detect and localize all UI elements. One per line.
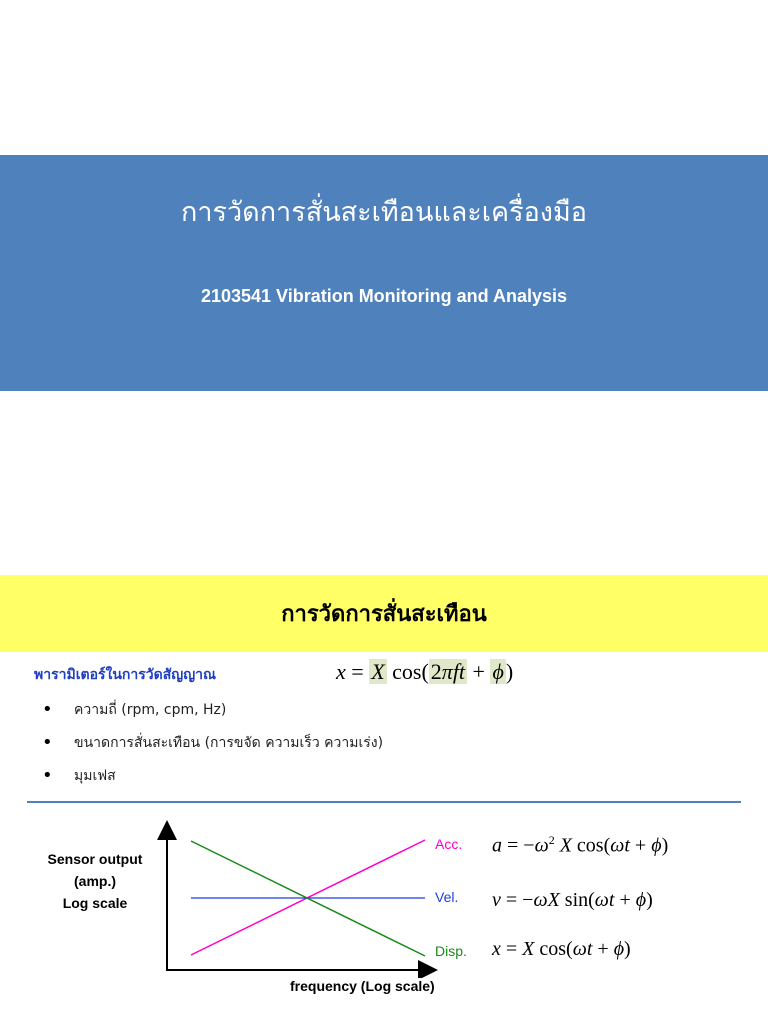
graph-y-label	[26, 848, 164, 914]
graph-x-label: frequency (Log scale)	[290, 978, 435, 994]
list-item: • มุมเฟส	[42, 764, 383, 797]
vel-label: Vel.	[435, 889, 459, 905]
y-label-line: Log scale	[62, 895, 128, 911]
list-item: • ขนาดการสั่นสะเทือน (การขจัด ความเร็ว ความเร่ง)	[42, 731, 383, 764]
y-label-line: Sensor output	[47, 851, 143, 867]
list-item: • ความถี่ (rpm, cpm, Hz)	[42, 698, 383, 731]
disp-label: Disp.	[435, 943, 467, 959]
parameters-heading: พารามิเตอร์ในการวัดสัญญาณ	[34, 667, 216, 683]
displacement-equation: x = X cos(ωt + ϕ)	[492, 938, 631, 960]
acceleration-equation: $a = -\omega^2$ X cos(ωt + ϕ)	[492, 833, 669, 857]
slide-title: การวัดการสั่นสะเทือนและเครื่องมือ	[181, 197, 587, 228]
course-subtitle: 2103541 Vibration Monitoring and Analysis	[200, 286, 568, 306]
y-label-line: (amp.)	[74, 873, 116, 889]
section-title: การวัดการสั่นสะเทือน	[281, 602, 487, 627]
divider-line	[27, 801, 741, 803]
log-log-diagram	[150, 818, 440, 978]
parameter-list	[42, 698, 383, 797]
velocity-equation: v = −ωX sin(ωt + ϕ)	[492, 889, 653, 911]
displacement-equation-main: x = X cos(2πft + ϕ)	[336, 659, 514, 684]
acc-label: Acc.	[435, 836, 463, 852]
